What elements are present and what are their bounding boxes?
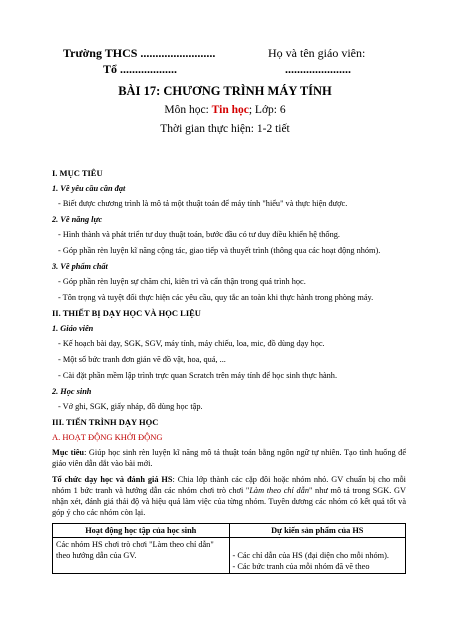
org-text-2: " như mô tả trong SGK. GV nhận xét, đánh giá thái độ và hiệu quả làm việc của từng nhóm. Tuyên dương các nhóm có kết quả tốt và góp ý cho các nhóm còn lại. bbox=[52, 486, 406, 517]
subsection-heading: 3. Về phẩm chất bbox=[52, 262, 108, 271]
subject-prefix: Môn học: bbox=[164, 104, 212, 116]
paragraph: - Hình thành và phát triển tư duy thuật toán, bước đầu có tư duy điều khiển hệ thống. bbox=[58, 230, 340, 239]
org-italic: Làm theo chỉ dẫn bbox=[249, 486, 309, 495]
cell-line: - Các chỉ dẫn của HS (đại diện cho mỗi nhóm). bbox=[232, 551, 389, 560]
lesson-title: BÀI 17: CHƯƠNG TRÌNH MÁY TÍNH bbox=[118, 84, 332, 98]
grade-text: ; Lớp: 6 bbox=[248, 104, 286, 116]
paragraph: - Vở ghi, SGK, giấy nháp, đồ dùng học tập. bbox=[58, 402, 203, 411]
teacher-dots: ...................... bbox=[285, 62, 351, 76]
school-line: Trường THCS ......................... bbox=[63, 46, 216, 60]
table-cell bbox=[229, 538, 406, 574]
paragraph: - Góp phần rèn luyện sự chăm chỉ, kiên trì và cẩn thận trong quá trình học. bbox=[58, 277, 306, 286]
paragraph: - Cài đặt phần mềm lập trình trực quan Scratch trên máy tính để học sinh thực hành. bbox=[58, 371, 338, 380]
lesson-content bbox=[52, 168, 406, 574]
duration-line: Thời gian thực hiện: 1-2 tiết bbox=[160, 123, 290, 135]
teacher-label: Họ và tên giáo viên: bbox=[268, 46, 366, 60]
group-line: Tổ ................... bbox=[103, 62, 178, 76]
paragraph: - Góp phần rèn luyện kĩ năng cộng tác, giao tiếp và thuyết trình (thông qua các hoạt động nhóm). bbox=[58, 246, 381, 255]
organization-paragraph bbox=[52, 474, 406, 518]
table-row bbox=[53, 538, 406, 574]
section-heading: III. TIẾN TRÌNH DẠY HỌC bbox=[52, 417, 159, 427]
paragraph: - Một số bức tranh đơn giản vẽ đồ vật, hoa, quả, ... bbox=[58, 355, 226, 364]
goal-label: Mục tiêu bbox=[52, 448, 85, 457]
goal-paragraph bbox=[52, 447, 406, 469]
table-header: Dự kiến sản phẩm của HS bbox=[229, 524, 406, 538]
table-cell: Các nhóm HS chơi trò chơi "Làm theo chỉ dẫn" theo hướng dẫn của GV. bbox=[53, 538, 230, 574]
section-heading: I. MỤC TIÊU bbox=[52, 168, 103, 178]
subsection-heading: 2. Về năng lực bbox=[52, 215, 103, 224]
subject-name: Tin học bbox=[211, 104, 249, 116]
table-header: Hoạt động học tập của học sinh bbox=[53, 524, 230, 538]
paragraph: - Tôn trọng và tuyệt đối thực hiện các yêu cầu, quy tắc an toàn khi thực hành trong phòng máy. bbox=[58, 293, 374, 302]
table-header-row bbox=[53, 524, 406, 538]
paragraph: - Kế hoạch bài dạy, SGK, SGV, máy tính, máy chiếu, loa, mic, đồ dùng dạy học. bbox=[58, 339, 325, 348]
section-heading: II. THIẾT BỊ DẠY HỌC VÀ HỌC LIỆU bbox=[52, 308, 201, 318]
org-text: : Chia lớp thành các cặp đôi hoặc nhóm nhỏ. GV chuẩn bị cho mỗi nhóm 1 bức tranh và hướng dẫn các nhóm chơi trò chơi " bbox=[52, 475, 406, 495]
subsection-heading: 2. Học sinh bbox=[52, 387, 92, 396]
activity-table bbox=[52, 523, 406, 574]
activity-heading: A. HOẠT ĐỘNG KHỞI ĐỘNG bbox=[52, 432, 163, 442]
goal-text: : Giúp học sinh rèn luyện kĩ năng mô tả thuật toán bằng ngôn ngữ tự nhiên. Tạo tình huống để giáo viên dẫn dắt vào bài mới. bbox=[52, 448, 406, 468]
paragraph: - Biết được chương trình là mô tả một thuật toán để máy tính "hiểu" và thực hiện được. bbox=[58, 199, 348, 208]
subsection-heading: 1. Về yêu cầu cần đạt bbox=[52, 184, 126, 193]
subsection-heading: 1. Giáo viên bbox=[52, 324, 94, 333]
subject-line bbox=[0, 104, 450, 116]
org-label: Tổ chức dạy học và đánh giá HS bbox=[52, 475, 173, 484]
cell-line: - Các bức tranh của mỗi nhóm đã vẽ theo bbox=[232, 562, 370, 571]
